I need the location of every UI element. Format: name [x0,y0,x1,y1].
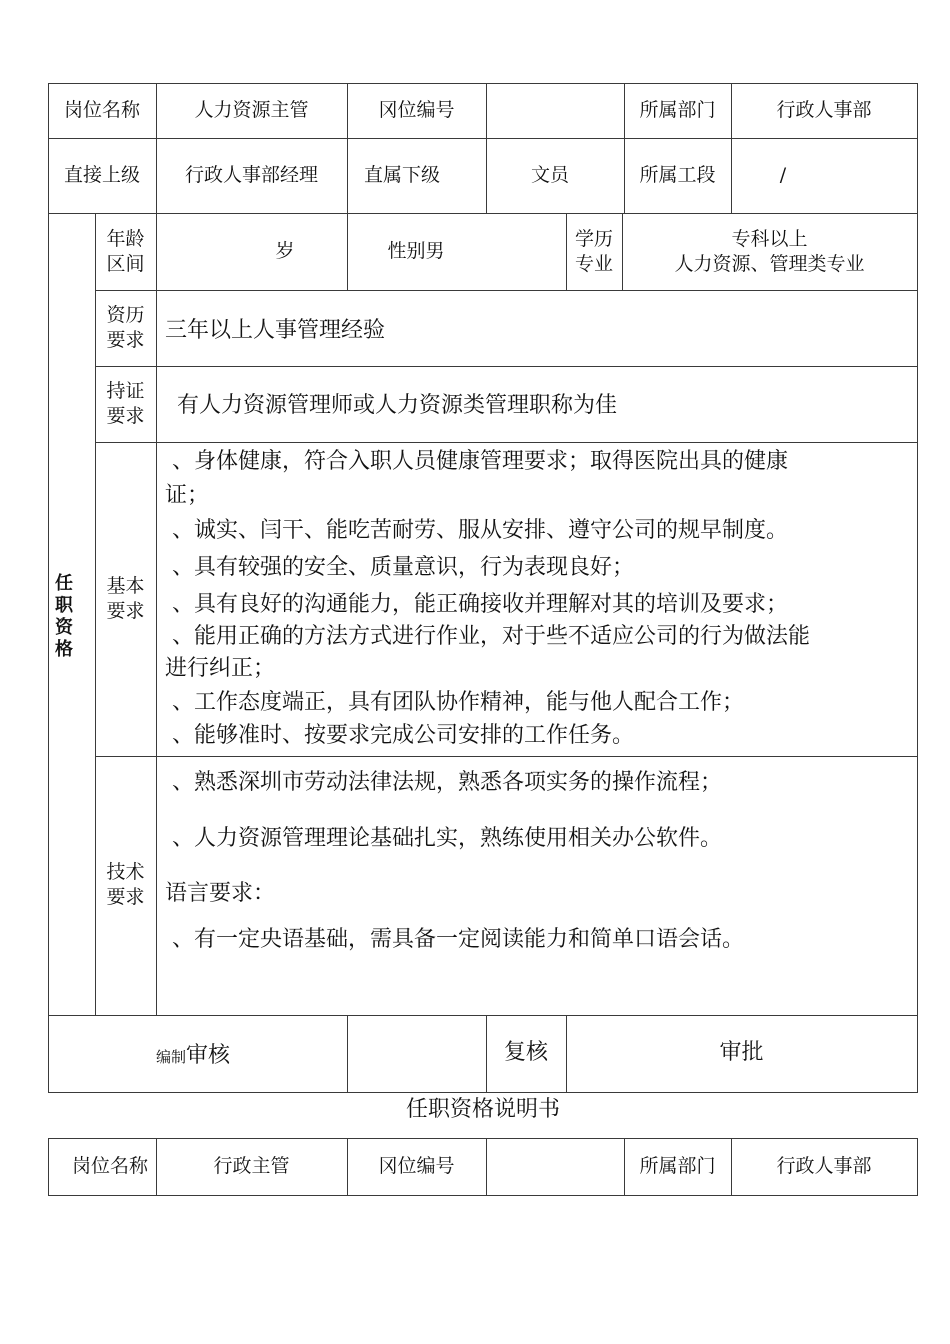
grid-line [95,366,918,367]
basic-line: 、能够准时、按要求完成公司安排的工作任务。 [172,723,635,748]
qualification-label [53,573,75,661]
grid-line [48,83,49,1093]
age-value: 岁 [275,240,295,263]
basic-line: 、工作态度端正，具有团队协作精神，能与他人配合工作； [172,690,745,715]
label-direct-superior: 直接上级 [63,164,140,187]
compile-label: 编制 [156,1048,187,1066]
grid-line [917,83,918,1093]
basic-line: 、诚实、闫干、能吃苦耐劳、服从安排、遵守公司的规早制度。 [172,518,789,543]
recheck-label: 复核 [503,1040,548,1066]
table2-label-post-code: 冈位编号 [378,1155,455,1178]
label-experience-line2: 要求 [106,329,145,351]
grid-line [347,1015,348,1092]
basic-line: 证； [165,483,210,508]
grid-line [95,290,918,291]
table2-label-post-name: 岗位名称 [71,1155,148,1178]
section-value: / [779,164,787,187]
review-label: 审核 [186,1043,231,1068]
basic-line: 进行纠正； [165,656,276,681]
language-requirements-title: 语言要求： [165,881,276,906]
grid-line [48,1092,918,1093]
label-technical-line2: 要求 [106,886,145,908]
language-requirements-line: 、有一定央语基础，需具备一定阅读能力和简单口语会话。 [172,927,745,952]
label-basic-requirements [95,442,156,756]
experience-value: 三年以上人事管理经验 [165,318,386,343]
table2-post-name-value: 行政主管 [213,1155,290,1178]
basic-line: 、具有较强的安全、质量意识，行为表现良好； [172,555,635,580]
label-experience [95,290,156,366]
label-certificate-line2: 要求 [106,405,145,427]
basic-line: 、能用正确的方法方式进行作业，对于些不适应公司的行为做法能 [172,624,811,649]
direct-superior-value: 行政人事部经理 [184,164,318,187]
gender-value: 性别男 [387,240,445,263]
label-certificate-line1: 持证 [106,380,145,403]
table2-department-value: 行政人事部 [776,1155,872,1178]
label-post-code: 冈位编号 [378,99,455,122]
label-basic-line1: 基本 [106,575,145,598]
certificate-value: 有人力资源管理师或人力资源类管理职称为佳 [177,393,618,418]
post-code-value [486,83,624,138]
label-subordinate: 直属下级 [363,164,440,187]
label-post-name: 岗位名称 [63,99,140,122]
qualification-label-text: 任 职 资 格 [55,573,73,660]
grid-line [95,756,918,757]
subordinate-value: 文员 [530,164,569,187]
label-education-line2: 专业 [574,252,613,275]
post-name-value: 人力资源主管 [194,99,309,122]
label-age-line2: 区间 [106,252,145,275]
document-title: 任职资格说明书 [405,1096,560,1122]
footer-compile-review [156,1038,230,1069]
education-line1: 专科以上 [731,227,808,250]
grid-line [917,1138,918,1196]
label-section: 所属工段 [639,164,716,187]
approve-label: 审批 [719,1040,764,1066]
label-technical-requirements [95,830,156,940]
grid-line [48,1138,49,1196]
table2-post-code-value [486,1138,624,1195]
technical-line: 、熟悉深圳市劳动法律法规，熟悉各项实务的操作流程； [172,770,723,795]
education-value [622,213,917,290]
label-basic-line2: 要求 [106,600,145,622]
label-certificate [95,366,156,442]
label-age [95,213,156,290]
basic-line: 、具有良好的沟通能力，能正确接收并理解对其的培训及要求； [172,592,789,617]
label-education [566,213,622,290]
department-value: 行政人事部 [776,99,872,122]
table2-label-department: 所属部门 [639,1155,716,1178]
grid-line [48,1195,918,1196]
grid-line [156,213,157,1015]
grid-line [95,442,918,443]
label-age-line1: 年龄 [106,227,145,250]
label-experience-line1: 资历 [106,304,145,327]
label-department: 所属部门 [639,99,716,122]
technical-line: 、人力资源管理理论基础扎实，熟练使用相关办公软件。 [172,826,723,851]
education-line2: 人力资源、管理类专业 [674,252,865,275]
basic-line: 、身体健康，符合入职人员健康管理要求；取得医院出具的健康 [172,449,789,474]
label-technical-line1: 技术 [106,861,145,884]
label-education-line1: 学历 [574,227,613,250]
